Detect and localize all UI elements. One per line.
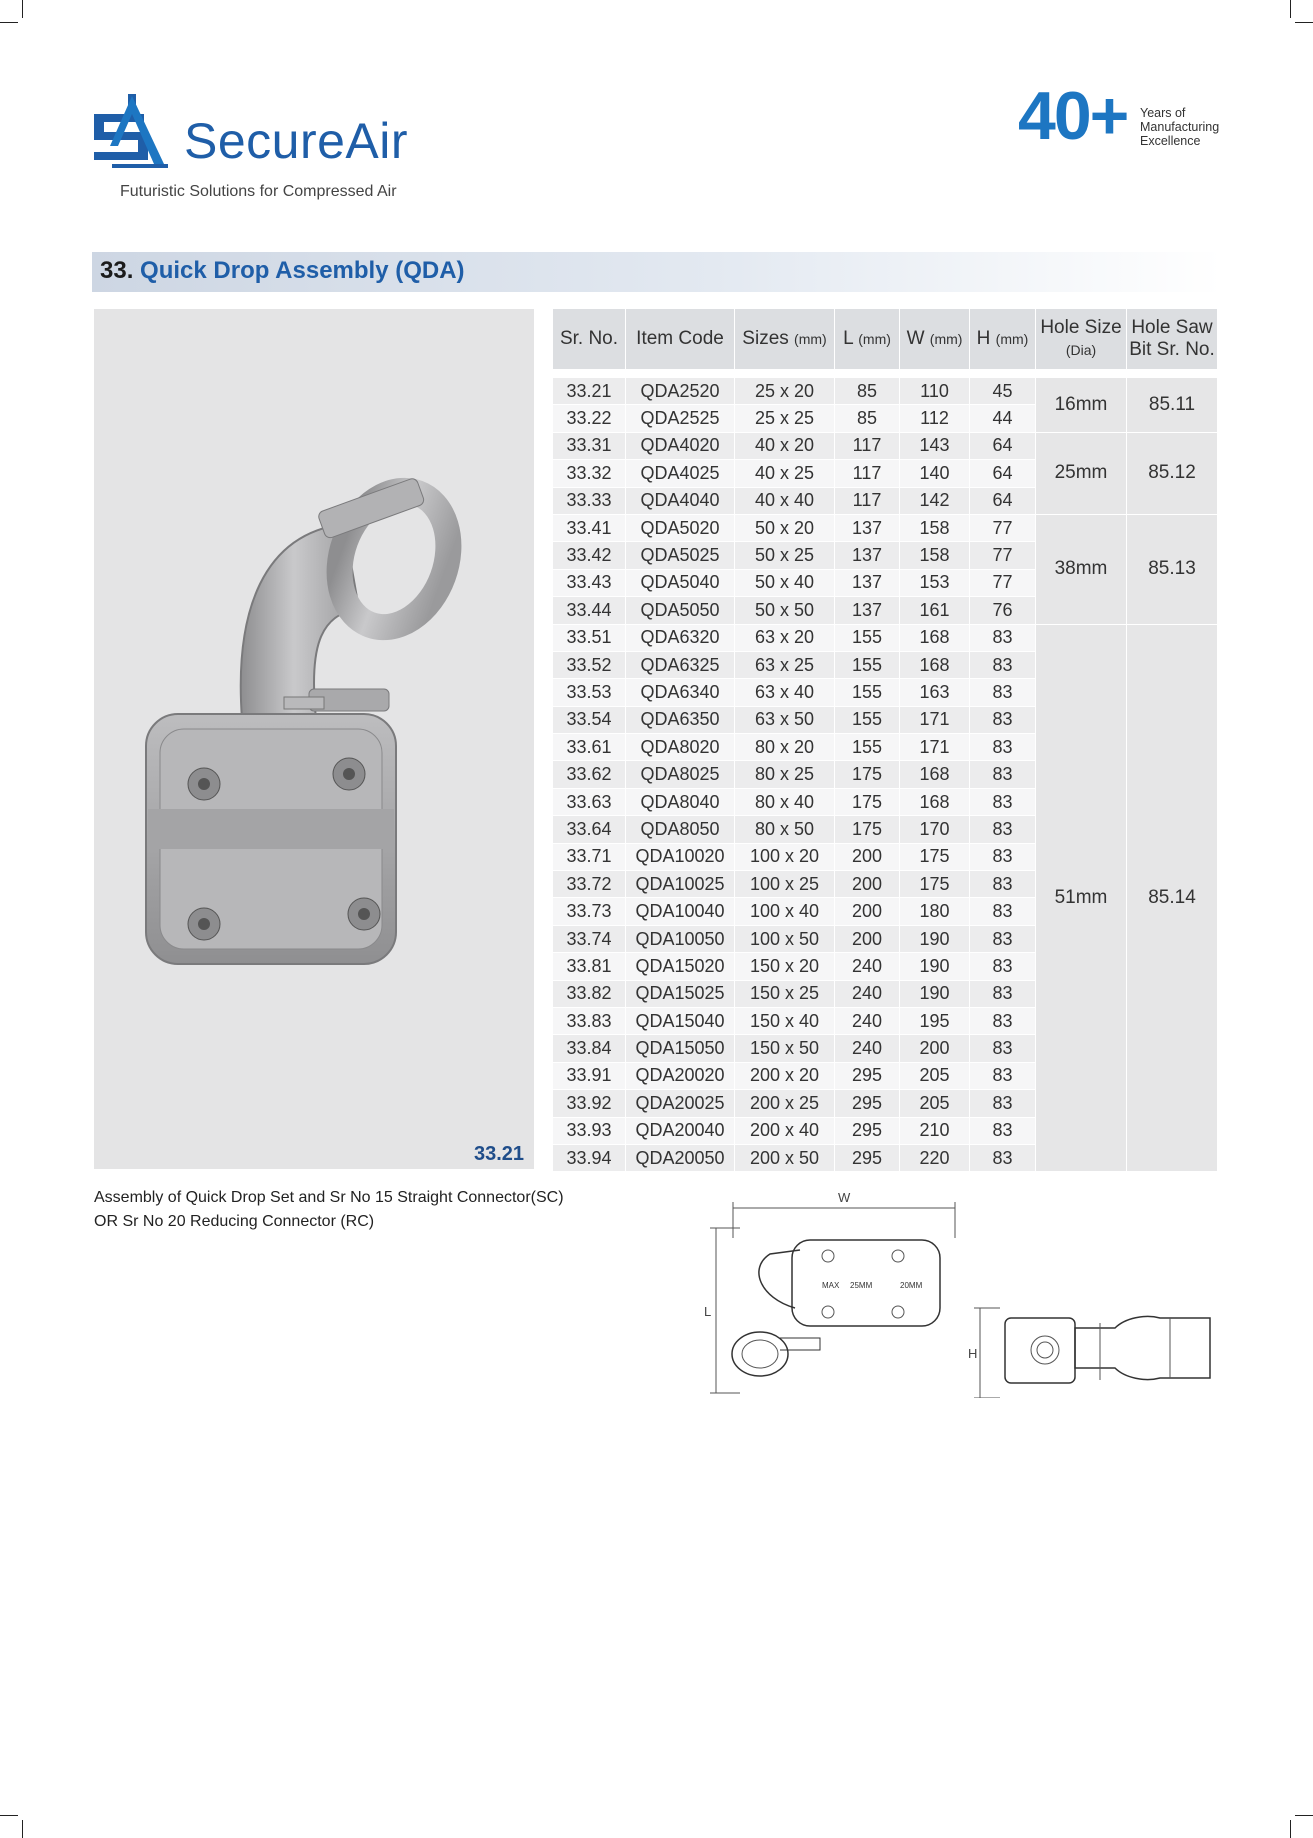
crop-mark — [22, 1820, 23, 1838]
cell-size: 80 x 25 — [735, 761, 835, 788]
table-row — [553, 378, 1218, 405]
cell-w: 158 — [900, 542, 970, 569]
cell-l: 175 — [835, 761, 900, 788]
cell-hole-size: 51mm — [1036, 625, 1127, 1173]
cell-h: 83 — [970, 981, 1036, 1008]
cell-sr-no: 33.93 — [553, 1118, 626, 1145]
cell-item-code: QDA5025 — [626, 542, 735, 569]
cell-h: 83 — [970, 1090, 1036, 1117]
cell-sr-no: 33.21 — [553, 378, 626, 405]
years-number: 40+ — [1018, 78, 1128, 154]
cell-size: 80 x 50 — [735, 816, 835, 843]
table-body — [553, 378, 1218, 1172]
cell-l: 137 — [835, 570, 900, 597]
cell-l: 85 — [835, 405, 900, 432]
cell-h: 83 — [970, 1145, 1036, 1172]
cell-w: 200 — [900, 1035, 970, 1062]
cell-size: 50 x 20 — [735, 515, 835, 542]
cell-h: 83 — [970, 898, 1036, 925]
cell-size: 63 x 50 — [735, 707, 835, 734]
cell-l: 295 — [835, 1063, 900, 1090]
cell-h: 83 — [970, 1063, 1036, 1090]
cell-size: 100 x 25 — [735, 871, 835, 898]
cell-size: 150 x 20 — [735, 953, 835, 980]
cell-item-code: QDA8020 — [626, 734, 735, 761]
cell-h: 64 — [970, 460, 1036, 487]
cell-item-code: QDA6325 — [626, 652, 735, 679]
cell-l: 85 — [835, 378, 900, 405]
years-text: Years of Manufacturing Excellence — [1140, 106, 1220, 148]
cell-sr-no: 33.74 — [553, 926, 626, 953]
cell-item-code: QDA4025 — [626, 460, 735, 487]
cell-w: 168 — [900, 789, 970, 816]
cell-l: 155 — [835, 679, 900, 706]
cell-h: 83 — [970, 761, 1036, 788]
cell-w: 171 — [900, 734, 970, 761]
cell-w: 190 — [900, 926, 970, 953]
cell-item-code: QDA15025 — [626, 981, 735, 1008]
cell-sr-no: 33.54 — [553, 707, 626, 734]
cell-w: 175 — [900, 871, 970, 898]
cell-h: 45 — [970, 378, 1036, 405]
cell-sr-no: 33.63 — [553, 789, 626, 816]
cell-hole-saw: 85.14 — [1127, 625, 1218, 1173]
cell-sr-no: 33.73 — [553, 898, 626, 925]
secureair-logo-icon — [92, 92, 170, 168]
cell-item-code: QDA10020 — [626, 844, 735, 871]
cell-h: 64 — [970, 488, 1036, 515]
cell-h: 44 — [970, 405, 1036, 432]
table-spacer — [553, 369, 1218, 378]
table-header-row — [553, 309, 1218, 369]
cell-hole-saw: 85.11 — [1127, 378, 1218, 433]
cell-item-code: QDA10040 — [626, 898, 735, 925]
cell-sr-no: 33.61 — [553, 734, 626, 761]
cell-h: 83 — [970, 625, 1036, 652]
cell-w: 153 — [900, 570, 970, 597]
cell-sr-no: 33.43 — [553, 570, 626, 597]
cell-sr-no: 33.81 — [553, 953, 626, 980]
cell-size: 40 x 20 — [735, 433, 835, 460]
cell-h: 77 — [970, 570, 1036, 597]
cell-l: 200 — [835, 871, 900, 898]
product-description: Assembly of Quick Drop Set and Sr No 15 Straight Connector(SC) OR Sr No 20 Reducing Connector (RC) — [94, 1189, 564, 1230]
cell-item-code: QDA5040 — [626, 570, 735, 597]
cell-sr-no: 33.62 — [553, 761, 626, 788]
cell-size: 200 x 40 — [735, 1118, 835, 1145]
cell-hole-size: 25mm — [1036, 433, 1127, 515]
table-row — [553, 625, 1218, 652]
cell-h: 77 — [970, 515, 1036, 542]
cell-h: 83 — [970, 926, 1036, 953]
header-hole-saw: Hole Saw Bit Sr. No. — [1127, 309, 1218, 369]
cell-item-code: QDA8050 — [626, 816, 735, 843]
cell-item-code: QDA8025 — [626, 761, 735, 788]
dimension-h-label: H — [968, 1346, 978, 1361]
cell-l: 155 — [835, 707, 900, 734]
cell-w: 161 — [900, 597, 970, 624]
cell-item-code: QDA20050 — [626, 1145, 735, 1172]
cell-l: 295 — [835, 1118, 900, 1145]
cell-hole-size: 16mm — [1036, 378, 1127, 433]
cell-h: 83 — [970, 844, 1036, 871]
diagram-mark-max: MAX — [822, 1281, 840, 1290]
header-hole-size: Hole Size (Dia) — [1036, 309, 1127, 369]
cell-w: 170 — [900, 816, 970, 843]
section-title — [100, 257, 465, 285]
cell-w: 175 — [900, 844, 970, 871]
cell-h: 83 — [970, 816, 1036, 843]
cell-sr-no: 33.42 — [553, 542, 626, 569]
cell-size: 150 x 40 — [735, 1008, 835, 1035]
cell-l: 200 — [835, 926, 900, 953]
cell-h: 83 — [970, 679, 1036, 706]
cell-hole-saw: 85.12 — [1127, 433, 1218, 515]
cell-h: 77 — [970, 542, 1036, 569]
cell-sr-no: 33.32 — [553, 460, 626, 487]
cell-w: 168 — [900, 761, 970, 788]
table-row — [553, 433, 1218, 460]
header-sr-no: Sr. No. — [553, 309, 626, 369]
cell-sr-no: 33.51 — [553, 625, 626, 652]
cell-h: 83 — [970, 734, 1036, 761]
cell-l: 117 — [835, 433, 900, 460]
cell-item-code: QDA10050 — [626, 926, 735, 953]
cell-w: 171 — [900, 707, 970, 734]
cell-hole-size: 38mm — [1036, 515, 1127, 625]
cell-sr-no: 33.22 — [553, 405, 626, 432]
cell-sr-no: 33.92 — [553, 1090, 626, 1117]
cell-l: 155 — [835, 625, 900, 652]
cell-size: 100 x 20 — [735, 844, 835, 871]
dimension-diagram — [700, 1188, 1230, 1398]
cell-h: 83 — [970, 1008, 1036, 1035]
cell-size: 50 x 25 — [735, 542, 835, 569]
cell-h: 76 — [970, 597, 1036, 624]
cell-sr-no: 33.64 — [553, 816, 626, 843]
cell-h: 83 — [970, 871, 1036, 898]
cell-w: 158 — [900, 515, 970, 542]
section-number: 33. — [100, 257, 134, 284]
section-name: Quick Drop Assembly (QDA) — [140, 257, 465, 284]
cell-l: 240 — [835, 1035, 900, 1062]
cell-sr-no: 33.53 — [553, 679, 626, 706]
cell-l: 155 — [835, 652, 900, 679]
cell-l: 117 — [835, 460, 900, 487]
cell-w: 190 — [900, 953, 970, 980]
cell-w: 163 — [900, 679, 970, 706]
cell-size: 100 x 50 — [735, 926, 835, 953]
cell-h: 83 — [970, 1118, 1036, 1145]
cell-l: 240 — [835, 1008, 900, 1035]
cell-item-code: QDA20020 — [626, 1063, 735, 1090]
cell-w: 112 — [900, 405, 970, 432]
cell-w: 142 — [900, 488, 970, 515]
cell-l: 175 — [835, 816, 900, 843]
cell-l: 117 — [835, 488, 900, 515]
dimension-w-label: W — [838, 1190, 851, 1205]
cell-size: 63 x 25 — [735, 652, 835, 679]
cell-size: 40 x 40 — [735, 488, 835, 515]
header-l: L (mm) — [835, 309, 900, 369]
header-item-code: Item Code — [626, 309, 735, 369]
crop-mark — [0, 1815, 18, 1816]
cell-item-code: QDA20025 — [626, 1090, 735, 1117]
cell-size: 200 x 25 — [735, 1090, 835, 1117]
table-row — [553, 515, 1218, 542]
cell-item-code: QDA5020 — [626, 515, 735, 542]
cell-size: 200 x 50 — [735, 1145, 835, 1172]
cell-item-code: QDA15020 — [626, 953, 735, 980]
brand-name: SecureAir — [184, 113, 409, 169]
cell-item-code: QDA15040 — [626, 1008, 735, 1035]
cell-sr-no: 33.83 — [553, 1008, 626, 1035]
cell-item-code: QDA2520 — [626, 378, 735, 405]
cell-size: 25 x 25 — [735, 405, 835, 432]
cell-sr-no: 33.84 — [553, 1035, 626, 1062]
header-sizes: Sizes (mm) — [735, 309, 835, 369]
cell-w: 205 — [900, 1063, 970, 1090]
cell-hole-saw: 85.13 — [1127, 515, 1218, 625]
cell-sr-no: 33.31 — [553, 433, 626, 460]
header-h: H (mm) — [970, 309, 1036, 369]
cell-l: 295 — [835, 1090, 900, 1117]
cell-sr-no: 33.94 — [553, 1145, 626, 1172]
cell-item-code: QDA2525 — [626, 405, 735, 432]
cell-l: 240 — [835, 953, 900, 980]
cell-size: 100 x 40 — [735, 898, 835, 925]
cell-w: 210 — [900, 1118, 970, 1145]
crop-mark — [22, 0, 23, 18]
cell-size: 40 x 25 — [735, 460, 835, 487]
cell-w: 168 — [900, 625, 970, 652]
cell-item-code: QDA6320 — [626, 625, 735, 652]
cell-l: 137 — [835, 597, 900, 624]
cell-item-code: QDA8040 — [626, 789, 735, 816]
specification-table — [553, 309, 1218, 1172]
cell-h: 83 — [970, 789, 1036, 816]
cell-w: 168 — [900, 652, 970, 679]
cell-w: 110 — [900, 378, 970, 405]
cell-h: 83 — [970, 707, 1036, 734]
cell-l: 240 — [835, 981, 900, 1008]
cell-w: 140 — [900, 460, 970, 487]
cell-l: 137 — [835, 542, 900, 569]
cell-size: 150 x 50 — [735, 1035, 835, 1062]
product-photo — [94, 309, 534, 1169]
cell-h: 83 — [970, 652, 1036, 679]
cell-h: 83 — [970, 1035, 1036, 1062]
cell-l: 155 — [835, 734, 900, 761]
cell-l: 137 — [835, 515, 900, 542]
dimension-l-label: L — [704, 1304, 712, 1319]
cell-item-code: QDA15050 — [626, 1035, 735, 1062]
cell-w: 220 — [900, 1145, 970, 1172]
cell-l: 295 — [835, 1145, 900, 1172]
cell-item-code: QDA6340 — [626, 679, 735, 706]
crop-mark — [1290, 0, 1291, 18]
crop-mark — [1290, 1820, 1291, 1838]
cell-size: 80 x 40 — [735, 789, 835, 816]
cell-l: 200 — [835, 898, 900, 925]
cell-item-code: QDA6350 — [626, 707, 735, 734]
cell-size: 50 x 50 — [735, 597, 835, 624]
cell-sr-no: 33.52 — [553, 652, 626, 679]
cell-sr-no: 33.72 — [553, 871, 626, 898]
cell-size: 63 x 40 — [735, 679, 835, 706]
cell-w: 143 — [900, 433, 970, 460]
cell-size: 150 x 25 — [735, 981, 835, 1008]
cell-h: 64 — [970, 433, 1036, 460]
cell-sr-no: 33.33 — [553, 488, 626, 515]
cell-item-code: QDA4020 — [626, 433, 735, 460]
header-w: W (mm) — [900, 309, 970, 369]
diagram-mark-25: 25MM — [850, 1281, 873, 1290]
cell-w: 190 — [900, 981, 970, 1008]
cell-sr-no: 33.91 — [553, 1063, 626, 1090]
cell-sr-no: 33.44 — [553, 597, 626, 624]
cell-item-code: QDA10025 — [626, 871, 735, 898]
cell-w: 195 — [900, 1008, 970, 1035]
cell-l: 200 — [835, 844, 900, 871]
cell-l: 175 — [835, 789, 900, 816]
tagline: Futuristic Solutions for Compressed Air — [120, 183, 397, 200]
crop-mark — [1295, 22, 1313, 23]
cell-size: 63 x 20 — [735, 625, 835, 652]
crop-mark — [0, 22, 18, 23]
cell-item-code: QDA20040 — [626, 1118, 735, 1145]
cell-size: 200 x 20 — [735, 1063, 835, 1090]
cell-h: 83 — [970, 953, 1036, 980]
cell-size: 25 x 20 — [735, 378, 835, 405]
cell-item-code: QDA5050 — [626, 597, 735, 624]
crop-mark — [1295, 1815, 1313, 1816]
cell-w: 180 — [900, 898, 970, 925]
quick-drop-assembly-image — [94, 309, 534, 1169]
cell-w: 205 — [900, 1090, 970, 1117]
cell-sr-no: 33.71 — [553, 844, 626, 871]
cell-size: 80 x 20 — [735, 734, 835, 761]
cell-item-code: QDA4040 — [626, 488, 735, 515]
cell-sr-no: 33.41 — [553, 515, 626, 542]
diagram-mark-20: 20MM — [900, 1281, 923, 1290]
cell-size: 50 x 40 — [735, 570, 835, 597]
photo-label: 33.21 — [474, 1143, 525, 1165]
cell-sr-no: 33.82 — [553, 981, 626, 1008]
